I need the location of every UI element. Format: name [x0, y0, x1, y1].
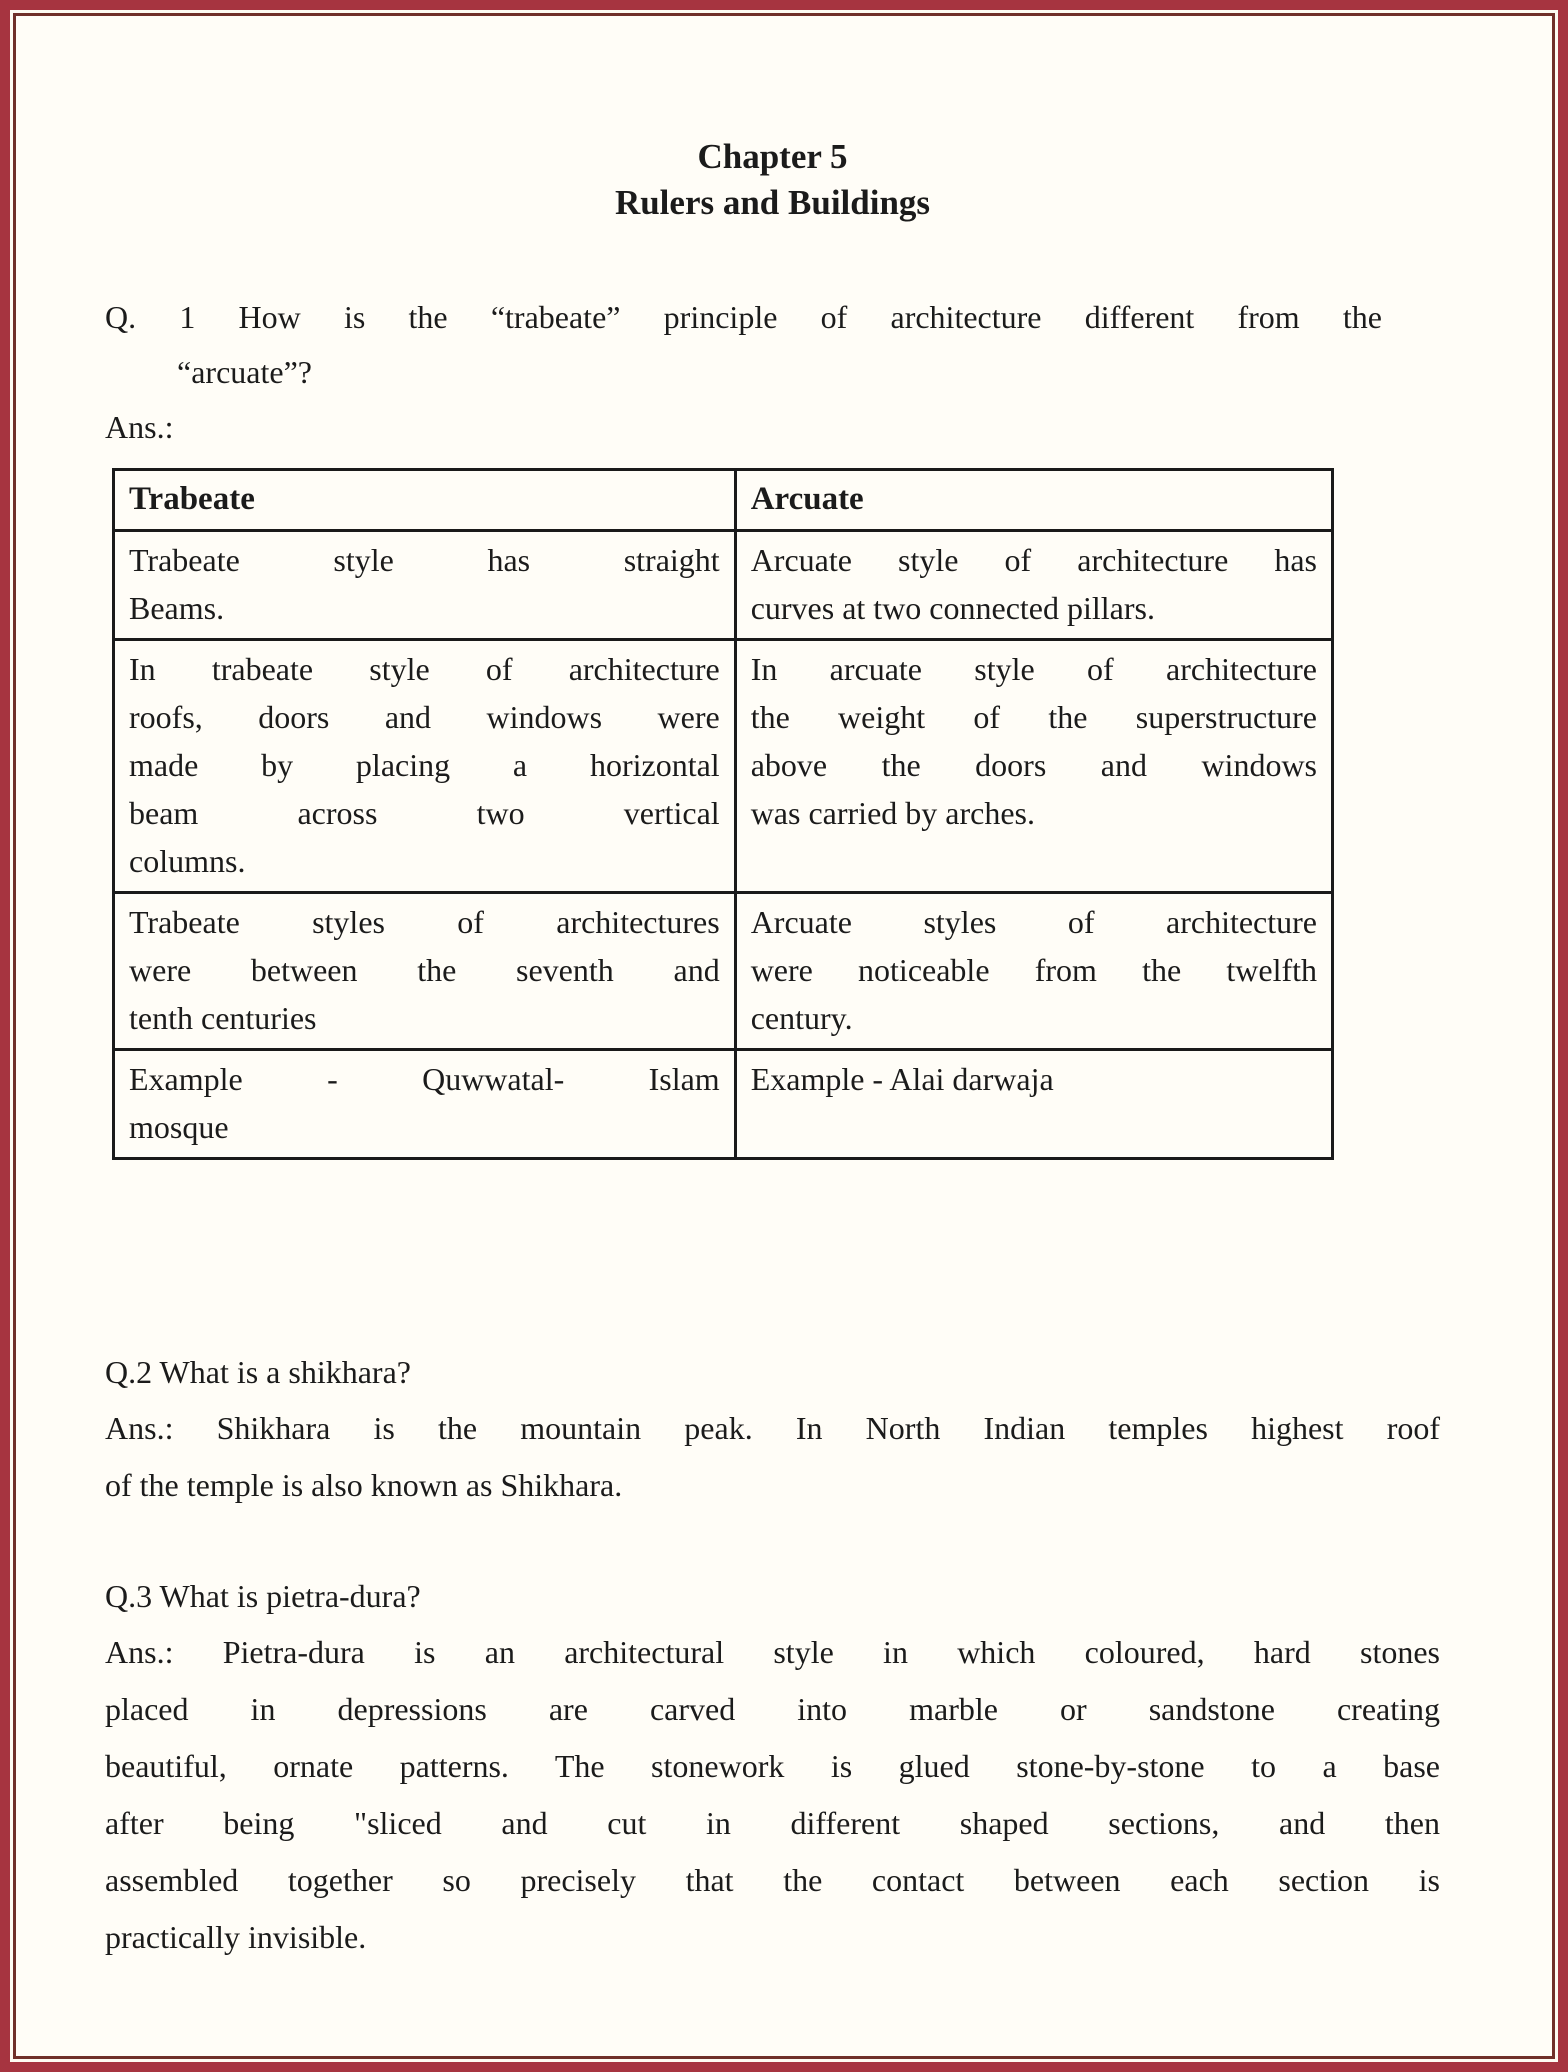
question-1-answer-label: Ans.:	[105, 409, 174, 445]
table-cell-arcuate-1: Arcuate style of architecture has curves at two connected pillars.	[735, 531, 1332, 640]
table-cell-trabeate-4: Example - Quwwatal- Islam mosque	[114, 1050, 736, 1159]
table-row	[114, 640, 1333, 893]
table-header-trabeate: Trabeate	[114, 470, 736, 531]
page-inner-border	[13, 13, 1555, 2059]
question-1-text: Q. 1 How is the “trabeate” principle of architecture different from the “arcuate”?	[105, 299, 1382, 390]
question-3-section	[105, 1569, 1440, 1966]
question-2-text: Q.2 What is a shikhara?	[105, 1354, 411, 1390]
table-row	[114, 531, 1333, 640]
comparison-table	[112, 468, 1334, 1160]
chapter-title-block	[105, 134, 1440, 226]
question-3-answer: Ans.: Pietra-dura is an architectural style in which coloured, hard stones placed in depressions are carved into marble or sandstone creating beautiful, ornate patterns. The stonework is glued stone-by-stone to a base after being "sliced and cut in different shaped sections, and then assembled together so precisely that the contact between each section is practically invisible.	[105, 1634, 1440, 1955]
table-cell-trabeate-1: Trabeate style has straight Beams.	[114, 531, 736, 640]
table-header-row	[114, 470, 1333, 531]
table-cell-arcuate-4: Example - Alai darwaja	[735, 1050, 1332, 1159]
page-border-gap	[10, 10, 1558, 2062]
question-2-answer: Ans.: Shikhara is the mountain peak. In North Indian temples highest roof of the temple is also known as Shikhara.	[105, 1410, 1440, 1503]
table-row	[114, 1050, 1333, 1159]
table-header-arcuate: Arcuate	[735, 470, 1332, 531]
table-cell-arcuate-3: Arcuate styles of architecture were noticeable from the twelfth century.	[735, 893, 1332, 1050]
question-2-section	[105, 1345, 1440, 1514]
table-cell-trabeate-3: Trabeate styles of architectures were between the seventh and tenth centuries	[114, 893, 736, 1050]
table-row	[114, 893, 1333, 1050]
document-page	[16, 134, 1552, 2059]
table-cell-trabeate-2: In trabeate style of architecture roofs, doors and windows were made by placing a horizontal beam across two vertical columns.	[114, 640, 736, 893]
chapter-name: Rulers and Buildings	[614, 183, 931, 222]
question-3-text: Q.3 What is pietra-dura?	[105, 1578, 421, 1614]
question-1-section	[105, 290, 1440, 1160]
chapter-number: Chapter 5	[697, 137, 848, 176]
table-cell-arcuate-2: In arcuate style of architecture the weight of the superstructure above the doors and windows was carried by arches.	[735, 640, 1332, 893]
